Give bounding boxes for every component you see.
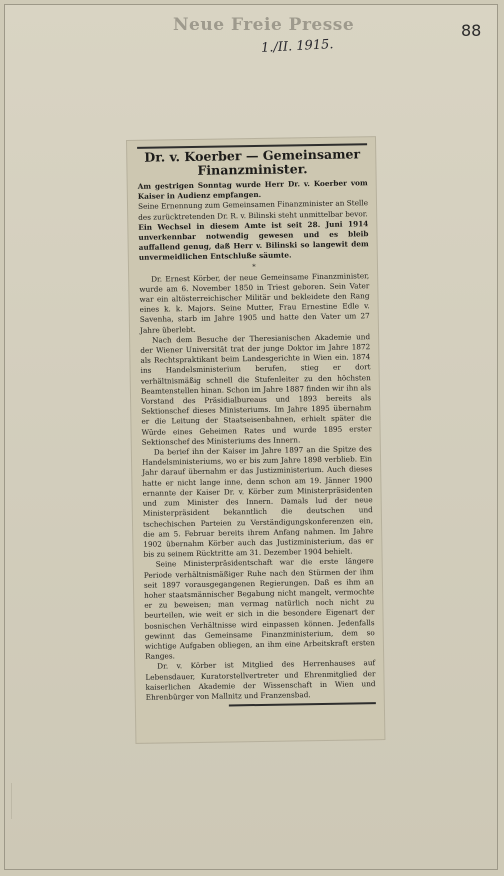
page-number: 88 — [461, 21, 482, 40]
section-separator: * — [252, 262, 256, 271]
newspaper-masthead: Neue Freie Presse — [173, 15, 355, 35]
lead-change: Ein Wechsel in diesem Amte ist seit 28. Juni 1914 unverkennbar notwendig gewesen und es bleib auffallend genug, daß Herr v. Bilinski so langewit dem unvermeidlichen Entschluße säumte. — [138, 219, 369, 263]
article-paragraph: Dr. v. Körber ist Mitglied des Herrenhauses auf Lebensdauer, Kuratorstellvertreter und Ehrenmitglied der kaiserlichen Akademie der Wissenschaft in Wien und Ehrenbürger von Mallnitz und Franzensbad. — [145, 658, 376, 702]
binding-edge — [11, 783, 28, 819]
article-paragraph: Seine Ministerpräsidentschaft war die erste längere Periode verhältnismäßiger Ruhe nach den Stürmen der ihm seit 1897 vorausgegangenen Regierungen. Daß es ihm an hoher staatsmännischer Begabung nicht mangelt, vermochte er zu beweisen; man vermag natürlich noch nicht zu beurteilen, wie weit er sich in die besondere Eigenart der bosnischen Verhältnisse wird einpassen können. Jedenfalls gewinnt das Gemeinsame Finanzministerium, dem so wichtige Aufgaben obliegen, an ihm eine Arbeitskraft ersten Ranges. — [143, 556, 375, 661]
article-paragraph: Dr. Ernest Körber, der neue Gemeinsame Finanzminister, wurde am 6. November 1850 in Triest geboren. Sein Vater war ein altösterreichischer Militär und bekleidete den Rang eines k. k. Majors. Seine Mutter, Frau Ernestine Edle v. Savenha, starb im Jahre 1905 und hatte den Vater um 27 Jahre überlebt. — [139, 270, 370, 335]
lead-audience: Am gestrigen Sonntag wurde Herr Dr. v. Koerber vom Kaiser in Audienz empfangen. — [137, 178, 368, 202]
lead-appointment: Seine Ernennung zum Gemeinsamen Finanzminister an Stelle des zurücktretenden Dr. R. v. Bilinski steht unmittelbar bevor. — [137, 198, 369, 222]
newspaper-clipping — [127, 137, 384, 743]
article-paragraph: Nach dem Besuche der Theresianischen Akademie und der Wiener Universität trat der junge Doktor im Jahre 1872 als Rechtspraktikant beim Landesgerichte in Wien ein. 1874 ins Handelsministerium berufen, stieg er dort verhältnismäßig schnell die Stufenleiter zu den höchsten Beamtenstellen hinan. Schon im Jahre 1887 finden wir ihn als Vorstand des Präsidialbureaus und 1893 bereits als Sektionschef dieses Ministeriums. Im Jahre 1895 übernahm er die Leitung der Staatseisenbahnen, erhielt später die Würde eines Geheimen Rates und wurde 1895 erster Sektionschef des Ministeriums des Innern. — [140, 332, 372, 447]
handwritten-date: 1./II. 1915. — [260, 37, 334, 56]
archive-page — [4, 4, 498, 870]
bottom-rule — [229, 702, 376, 706]
article-headline: Dr. v. Koerber — Gemeinsamer Finanzminister. — [144, 146, 361, 178]
article-paragraph: Da berief ihn der Kaiser im Jahre 1897 an die Spitze des Handelsministeriums, wo er bis zum Jahre 1898 verblieb. Ein Jahr darauf übernahm er das Justizministerium. Auch dieses hatte er nicht lange inne, denn schon am 19. Jänner 1900 ernannte der Kaiser Dr. v. Körber zum Ministerpräsidenten und zum Minister des Innern. Damals lud der neue Ministerpräsident bekanntlich die deutschen und tschechischen Parteien zu Verständigungskonferenzen ein, die am 5. Februar bereits ihrem Anfang nahmen. Im Jahre 1902 übernahm Körber auch das Justizministerium, das er bis zu seinem Rücktritte am 31. Dezember 1904 behielt. — [141, 444, 374, 559]
